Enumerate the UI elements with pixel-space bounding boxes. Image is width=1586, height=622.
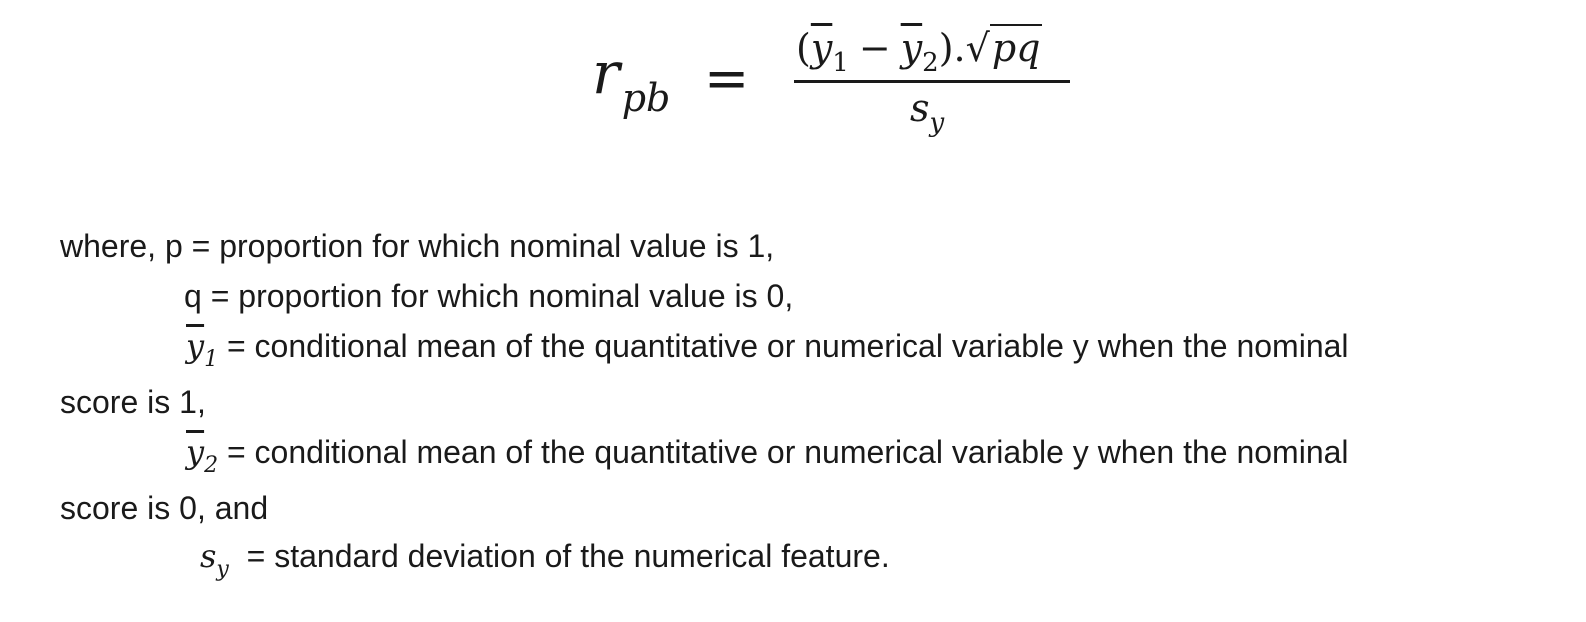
numer-y1-sub: 1 [832,48,849,78]
y2-symbol: $\overline{y}$ [186,433,205,471]
lhs-symbol: r [592,39,620,107]
sy-symbol: s [200,537,217,575]
numer-close-dot: ). [938,26,966,70]
definition-y2-continued: score is 0, and [60,490,269,526]
denom-sub: y [929,108,945,138]
lhs-subscript: pb [621,76,671,120]
numer-y1-symbol: $\overline{y}$ [810,26,833,70]
y2-subscript: 2 [204,453,219,478]
numer-open-paren: ( [796,26,811,70]
formula-numerator [796,26,1042,78]
numer-minus: − [858,26,891,70]
definition-sy [200,537,890,582]
y1-symbol: $\overline{y}$ [186,327,205,365]
sqrt-sign: √ [965,26,990,70]
numer-y2-symbol: $\overline{y}$ [900,26,923,70]
formula-lhs [592,39,671,120]
y2-description: = conditional mean of the quantitative or numerical variable y when the nominal [218,434,1349,470]
fraction-bar [794,80,1070,83]
sy-subscript: y [216,557,229,582]
definition-y2 [186,433,1349,478]
formula-denominator [910,86,945,138]
y1-subscript: 1 [204,347,219,372]
definition-y1 [186,327,1349,372]
numer-y2-sub: 2 [922,48,939,78]
definition-p: where, p = proportion for which nominal value is 1, [60,228,775,264]
point-biserial-formula [0,0,1586,160]
sqrt-argument: pq [991,26,1041,70]
sy-description: = standard deviation of the numerical feature. [228,538,890,574]
definition-q: q = proportion for which nominal value is 0, [184,278,794,314]
y1-description: = conditional mean of the quantitative or numerical variable y when the nominal [218,328,1349,364]
definition-y1-continued: score is 1, [60,384,206,420]
denom-symbol: s [910,86,930,130]
equals-sign: = [704,47,750,110]
